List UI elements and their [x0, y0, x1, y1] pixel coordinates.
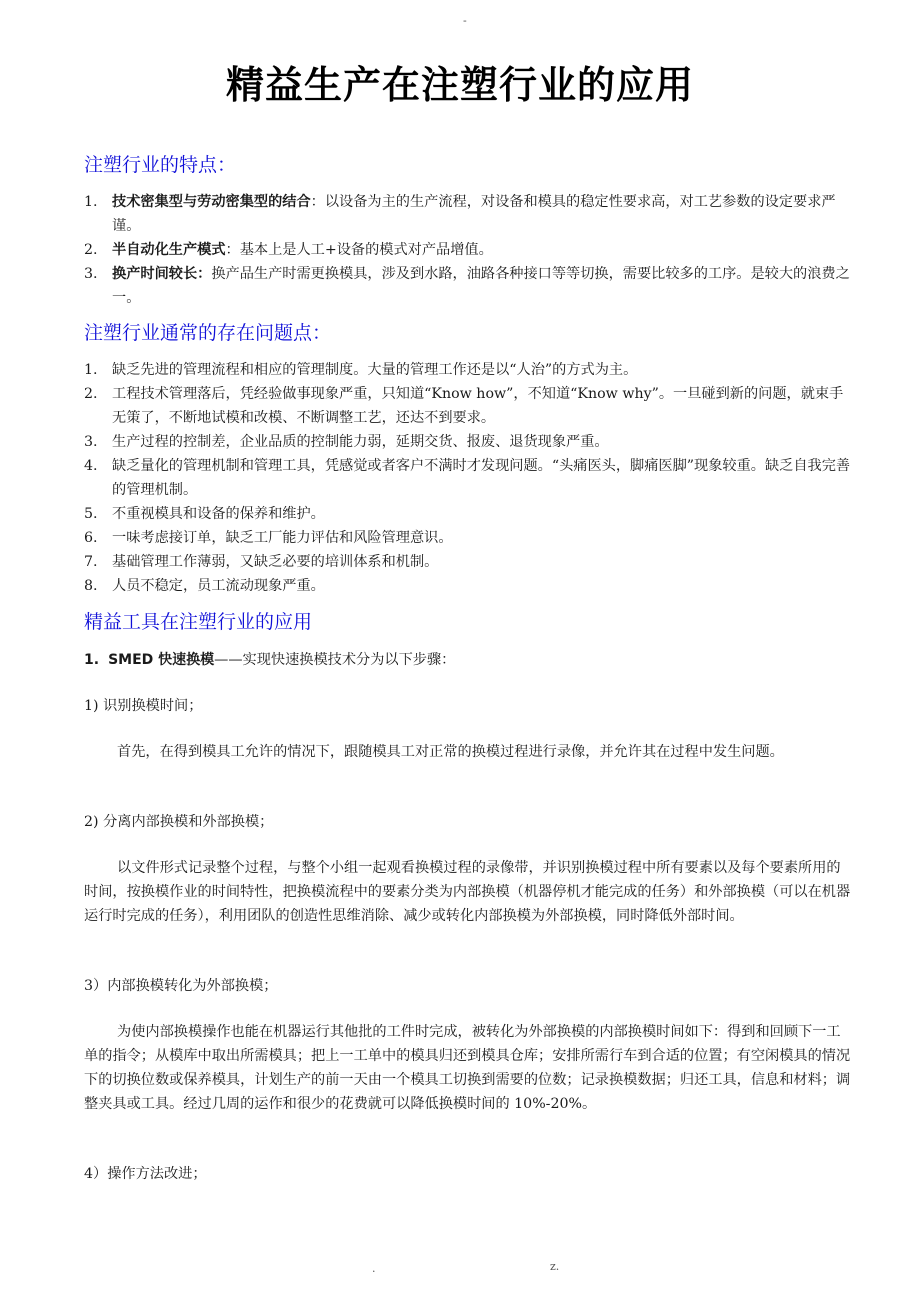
header-mark: -: [463, 14, 467, 27]
step2-heading: 2) 分离内部换模和外部换模；: [84, 814, 274, 830]
list-item: 6. 一味考虑接订单，缺乏工厂能力评估和风险管理意识。: [84, 530, 453, 546]
step2-body: 以文件形式记录整个过程，与整个小组一起观看换模过程的录像带，并识别换模过程中所有要素以及每个要素所用的时间，按换模作业的时间特性，把换模流程中的要素分类为内部换模（机器停机才能完成的任务）和外部换模（可以在机器运行时完成的任务），利用团队的创造性思维消除、减少或转化内部换模为外部换模，同时降低外部时间。: [84, 860, 851, 924]
heading-features: 注塑行业的特点：: [84, 154, 237, 176]
features-list: [84, 190, 854, 310]
list-item: 7. 基础管理工作薄弱，又缺乏必要的培训体系和机制。: [84, 554, 439, 570]
smed-line: 1. SMED 快速换模——实现快速换模技术分为以下步骤：: [84, 652, 456, 668]
heading-problems: 注塑行业通常的存在问题点：: [84, 322, 332, 344]
step3-body: 为使内部换模操作也能在机器运行其他批的工件时完成，被转化为外部换模的内部换模时间如下：得到和回顾下一工单的指令；从模库中取出所需模具；把上一工单中的模具归还到模具仓库；安排所需行车到合适的位置；有空闲模具的情况下的切换位数或保养模具，计划生产的前一天由一个模具工切换到需要的位数；记录换模数据；归还工具，信息和材料；调整夹具或工具。经过几周的运作和很少的花费就可以降低换模时间的 10%-20%。: [84, 1024, 851, 1112]
problems-list: [84, 358, 854, 598]
list-item: 1. 技术密集型与劳动密集型的结合：以设备为主的生产流程，对设备和模具的稳定性要求高，对工艺参数的设定要求严谨。: [84, 194, 836, 234]
list-item: 3. 生产过程的控制差，企业品质的控制能力弱，延期交货、报废、退货现象严重。: [84, 434, 609, 450]
step1-body: 首先，在得到模具工允许的情况下，跟随模具工对正常的换模过程进行录像，并允许其在过程中发生问题。: [117, 744, 784, 760]
step4-heading: 4）操作方法改进；: [84, 1166, 207, 1182]
step1-heading: 1) 识别换模时间；: [84, 698, 203, 714]
list-item: 1. 缺乏先进的管理流程和相应的管理制度。大量的管理工作还是以“人治”的方式为主。: [84, 362, 638, 378]
step3-heading: 3）内部换模转化为外部换模；: [84, 978, 278, 994]
list-item: 2. 半自动化生产模式：基本上是人工+设备的模式对产品增值。: [84, 242, 493, 258]
list-item: 2. 工程技术管理落后，凭经验做事现象严重，只知道“Know how”，不知道“Know why”。一旦碰到新的问题，就束手无策了，不断地试模和改模、不断调整工艺，还达不到要求。: [84, 386, 844, 426]
list-item: 4. 缺乏量化的管理机制和管理工具，凭感觉或者客户不满时才发现问题。“头痛医头，脚痛医脚”现象较重。缺乏自我完善的管理机制。: [84, 458, 851, 498]
footer-left-mark: .: [372, 1262, 376, 1275]
list-item: 3. 换产时间较长：换产品生产时需更换模具，涉及到水路，油路各种接口等等切换，需要比较多的工序。是较大的浪费之一。: [84, 266, 850, 306]
list-item: 8. 人员不稳定，员工流动现象严重。: [84, 578, 325, 594]
page-title: 精益生产在注塑行业的应用: [225, 63, 694, 107]
footer-right-mark: z.: [550, 1260, 560, 1273]
heading-tools: 精益工具在注塑行业的应用: [84, 611, 313, 633]
list-item: 5. 不重视模具和设备的保养和维护。: [84, 506, 325, 522]
